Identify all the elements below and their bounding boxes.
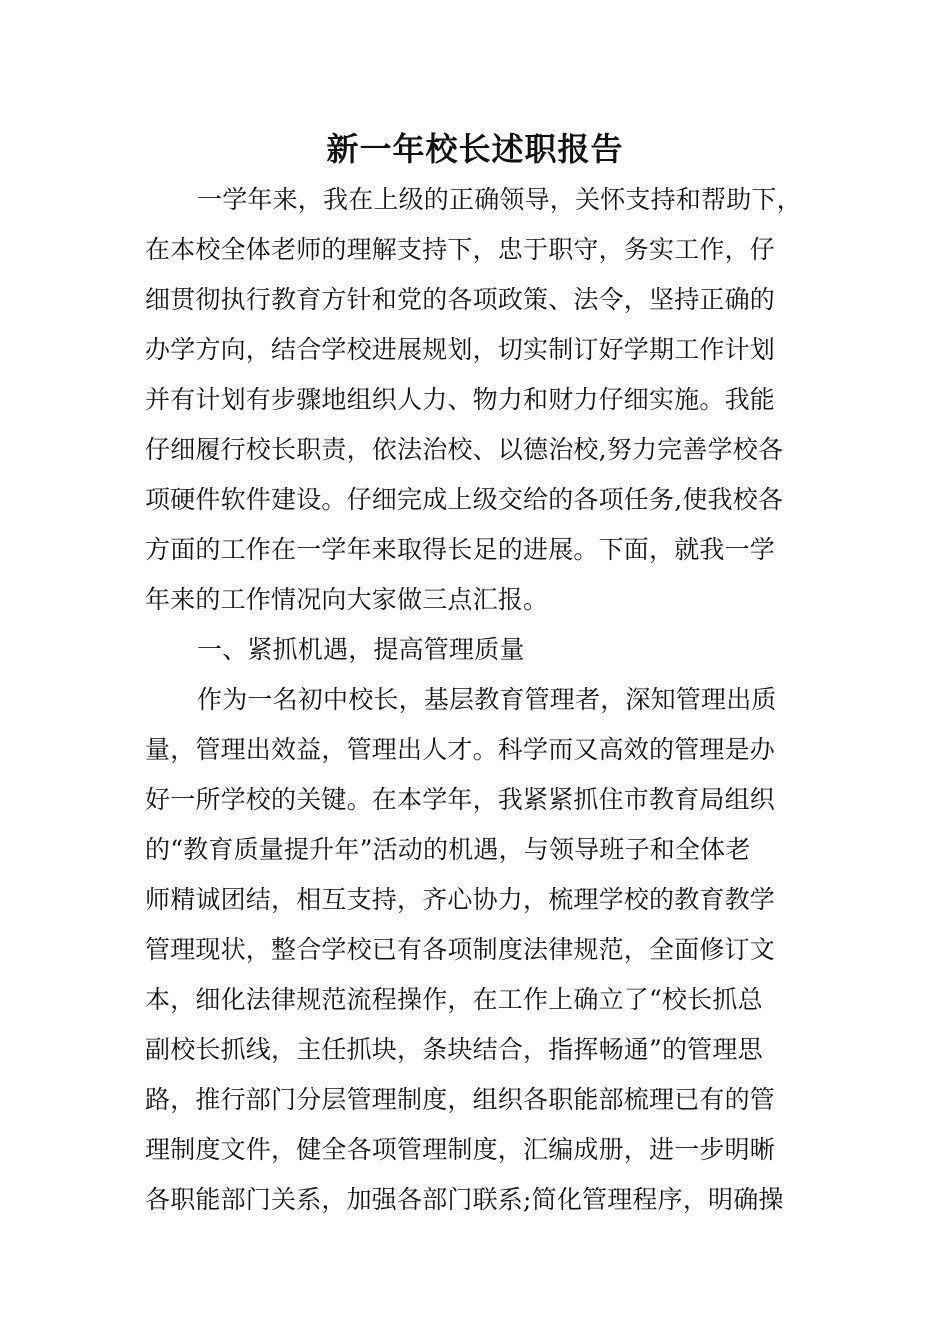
paragraph-line: 一学年来，我在上级的正确领导，关怀支持和帮助下， bbox=[197, 185, 802, 214]
paragraph-line: 方面的工作在一学年来取得长足的进展。下面，就我一学 bbox=[145, 535, 776, 564]
paragraph-line: 办学方向，结合学校进展规划，切实制订好学期工作计划 bbox=[145, 335, 776, 364]
paragraph-line: 好一所学校的关键。在本学年，我紧紧抓住市教育局组织 bbox=[145, 785, 776, 814]
paragraph-line: 的“教育质量提升年”活动的机遇，与领导班子和全体老 bbox=[145, 835, 751, 864]
paragraph-line: 细贯彻执行教育方针和党的各项政策、法令，坚持正确的 bbox=[145, 285, 776, 314]
paragraph-line: 本，细化法律规范流程操作，在工作上确立了“校长抓总 bbox=[145, 985, 763, 1014]
paragraph-line: 量，管理出效益，管理出人才。科学而又高效的管理是办 bbox=[145, 735, 776, 764]
paragraph-line: 各职能部门关系，加强各部门联系;简化管理程序，明确操 bbox=[145, 1185, 784, 1214]
paragraph-line: 项硬件软件建设。仔细完成上级交给的各项任务,使我校各 bbox=[145, 485, 784, 514]
paragraph-line: 路，推行部门分层管理制度，组织各职能部梳理已有的管 bbox=[145, 1085, 776, 1114]
paragraph-line: 并有计划有步骤地组织人力、物力和财力仔细实施。我能 bbox=[145, 385, 776, 414]
paragraph-line: 在本校全体老师的理解支持下，忠于职守，务实工作，仔 bbox=[145, 235, 776, 264]
paragraph-line: 理制度文件，健全各项管理制度，汇编成册，进一步明晰 bbox=[145, 1135, 776, 1164]
paragraph-line: 作为一名初中校长，基层教育管理者，深知管理出质 bbox=[197, 685, 777, 714]
paragraph-line: 管理现状，整合学校已有各项制度法律规范，全面修订文 bbox=[145, 935, 776, 964]
paragraph-line: 师精诚团结，相互支持，齐心协力，梳理学校的教育教学 bbox=[145, 885, 776, 914]
paragraph-line: 年来的工作情况向大家做三点汇报。 bbox=[145, 585, 549, 614]
document-title: 新一年校长述职报告 bbox=[326, 130, 624, 168]
section-heading: 一、紧抓机遇，提高管理质量 bbox=[197, 635, 525, 664]
paragraph-line: 副校长抓线，主任抓块，条块结合，指挥畅通”的管理思 bbox=[145, 1035, 763, 1064]
paragraph-line: 仔细履行校长职责，依法治校、以德治校,努力完善学校各 bbox=[145, 435, 784, 464]
